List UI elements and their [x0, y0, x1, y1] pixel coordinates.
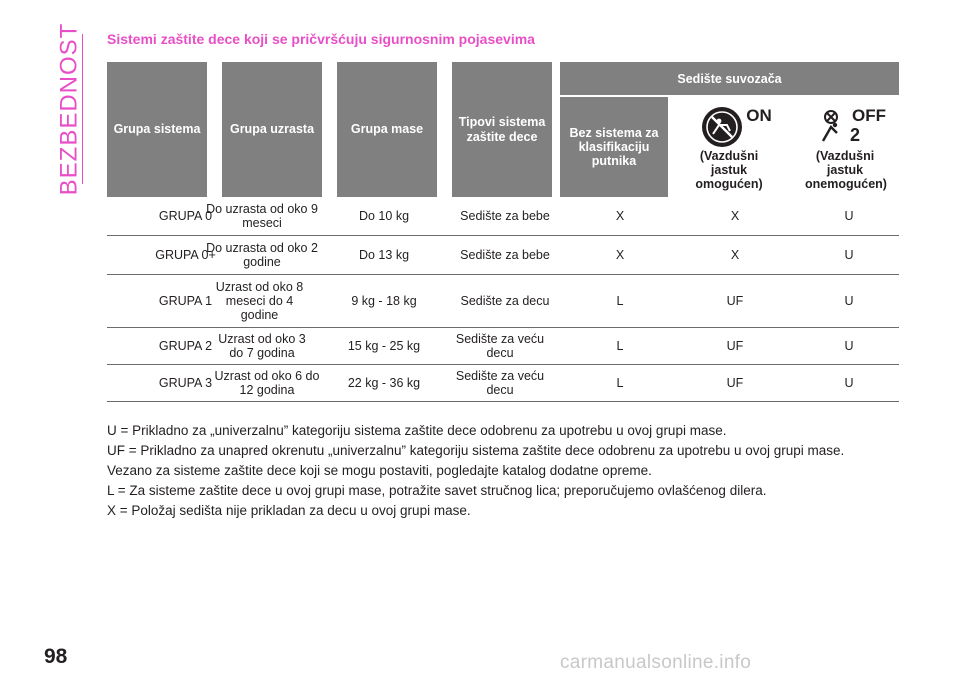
- cell-airbag-off: U: [844, 209, 854, 223]
- cell-airbag-on: UF: [726, 376, 744, 390]
- cell-mass: Do 10 kg: [358, 209, 410, 223]
- cell-group: GRUPA 0+: [155, 248, 216, 262]
- table-row: [107, 197, 899, 236]
- cell-group: GRUPA 2: [158, 339, 213, 353]
- cell-type: Sedište za decu: [460, 294, 550, 308]
- legend-notes: [107, 424, 907, 524]
- table-header: [107, 62, 899, 197]
- airbag-on-badge: ON: [746, 106, 772, 125]
- header-passenger-seat: Sedište suvozača: [560, 62, 899, 95]
- header-no-classification: [560, 97, 668, 197]
- note-l: L = Za sisteme zaštite dece u ovoj grupi mase, potražite savet stručnog lica; preporučujemo ovlašćenog dilera.: [107, 483, 767, 498]
- cell-age: Uzrast od oko 8 meseci do 4 godine: [215, 280, 304, 322]
- cell-no-class: X: [615, 248, 625, 262]
- section-title: Sistemi zaštite dece koji se pričvršćuju sigurnosnim pojasevima: [107, 31, 535, 47]
- table-row: [107, 328, 899, 365]
- cell-mass: Do 13 kg: [358, 248, 410, 262]
- cell-airbag-on: X: [730, 248, 740, 262]
- airbag-off-icon: [791, 103, 899, 151]
- side-divider: [82, 34, 83, 184]
- cell-type: Sedište za veću decu: [455, 332, 545, 360]
- header-group-system: Grupa sistema: [107, 62, 207, 197]
- watermark: carmanualsonline.info: [560, 652, 752, 673]
- airbag-off-badge: OFF: [852, 106, 886, 125]
- cell-type: Sedište za veću decu: [455, 369, 545, 397]
- cell-group: GRUPA 1: [158, 294, 213, 308]
- table-row: [107, 236, 899, 275]
- cell-no-class: L: [616, 376, 624, 390]
- note-catalog: Vezano za sisteme zaštite dece koji se mogu postaviti, pogledajte katalog dodatne opreme.: [107, 463, 652, 478]
- header-no-classification-text: Bez sistema za klasifikaciju putnika: [569, 126, 659, 168]
- header-airbag-on: [675, 97, 783, 197]
- section-side-label-text: BEZBEDNOST: [55, 22, 83, 196]
- cell-age: Do uzrasta od oko 2 godine: [206, 241, 318, 269]
- cell-type: Sedište za bebe: [460, 209, 550, 223]
- child-restraint-table: [107, 62, 899, 402]
- cell-airbag-off: U: [844, 376, 854, 390]
- cell-airbag-off: U: [844, 248, 854, 262]
- section-side-label: [54, 22, 84, 196]
- header-airbag-off-text: (Vazdušni jastuk onemogućen): [805, 149, 887, 191]
- header-mass-group: Grupa mase: [337, 62, 437, 197]
- header-airbag-on-text: (Vazdušni jastuk omogućen): [695, 149, 763, 191]
- table-row: [107, 275, 899, 328]
- header-airbag-off: [791, 97, 899, 197]
- cell-mass: 9 kg - 18 kg: [351, 294, 417, 308]
- cell-mass: 22 kg - 36 kg: [347, 376, 421, 390]
- airbag-on-icon: [675, 103, 783, 151]
- cell-airbag-off: U: [844, 294, 854, 308]
- cell-no-class: X: [615, 209, 625, 223]
- note-uf: UF = Prikladno za unapred okrenutu „univerzalnu” kategoriju sistema zaštite dece odobrenu za upotrebu u ovoj grupi mase.: [107, 443, 845, 458]
- cell-group: GRUPA 0: [158, 209, 213, 223]
- cell-no-class: L: [616, 339, 624, 353]
- cell-mass: 15 kg - 25 kg: [347, 339, 421, 353]
- note-x: X = Položaj sedišta nije prikladan za decu u ovoj grupi mase.: [107, 503, 471, 518]
- page-number: 98: [44, 645, 68, 668]
- cell-airbag-off: U: [844, 339, 854, 353]
- cell-age: Do uzrasta od oko 9 meseci: [206, 202, 318, 230]
- note-u: U = Prikladno za „univerzalnu” kategoriju sistema zaštite dece odobrenu za upotrebu u ovoj grupi mase.: [107, 423, 727, 438]
- airbag-off-number: 2: [849, 125, 861, 145]
- cell-airbag-on: UF: [726, 294, 744, 308]
- cell-group: GRUPA 3: [158, 376, 213, 390]
- cell-airbag-on: UF: [726, 339, 744, 353]
- header-age-group: Grupa uzrasta: [222, 62, 322, 197]
- table-row: [107, 365, 899, 402]
- cell-age: Uzrast od oko 3 do 7 godina: [218, 332, 306, 360]
- cell-airbag-on: X: [730, 209, 740, 223]
- cell-age: Uzrast od oko 6 do 12 godina: [214, 369, 320, 397]
- header-seat-types: Tipovi sistema zaštite dece: [452, 62, 552, 197]
- cell-type: Sedište za bebe: [460, 248, 550, 262]
- cell-no-class: L: [616, 294, 624, 308]
